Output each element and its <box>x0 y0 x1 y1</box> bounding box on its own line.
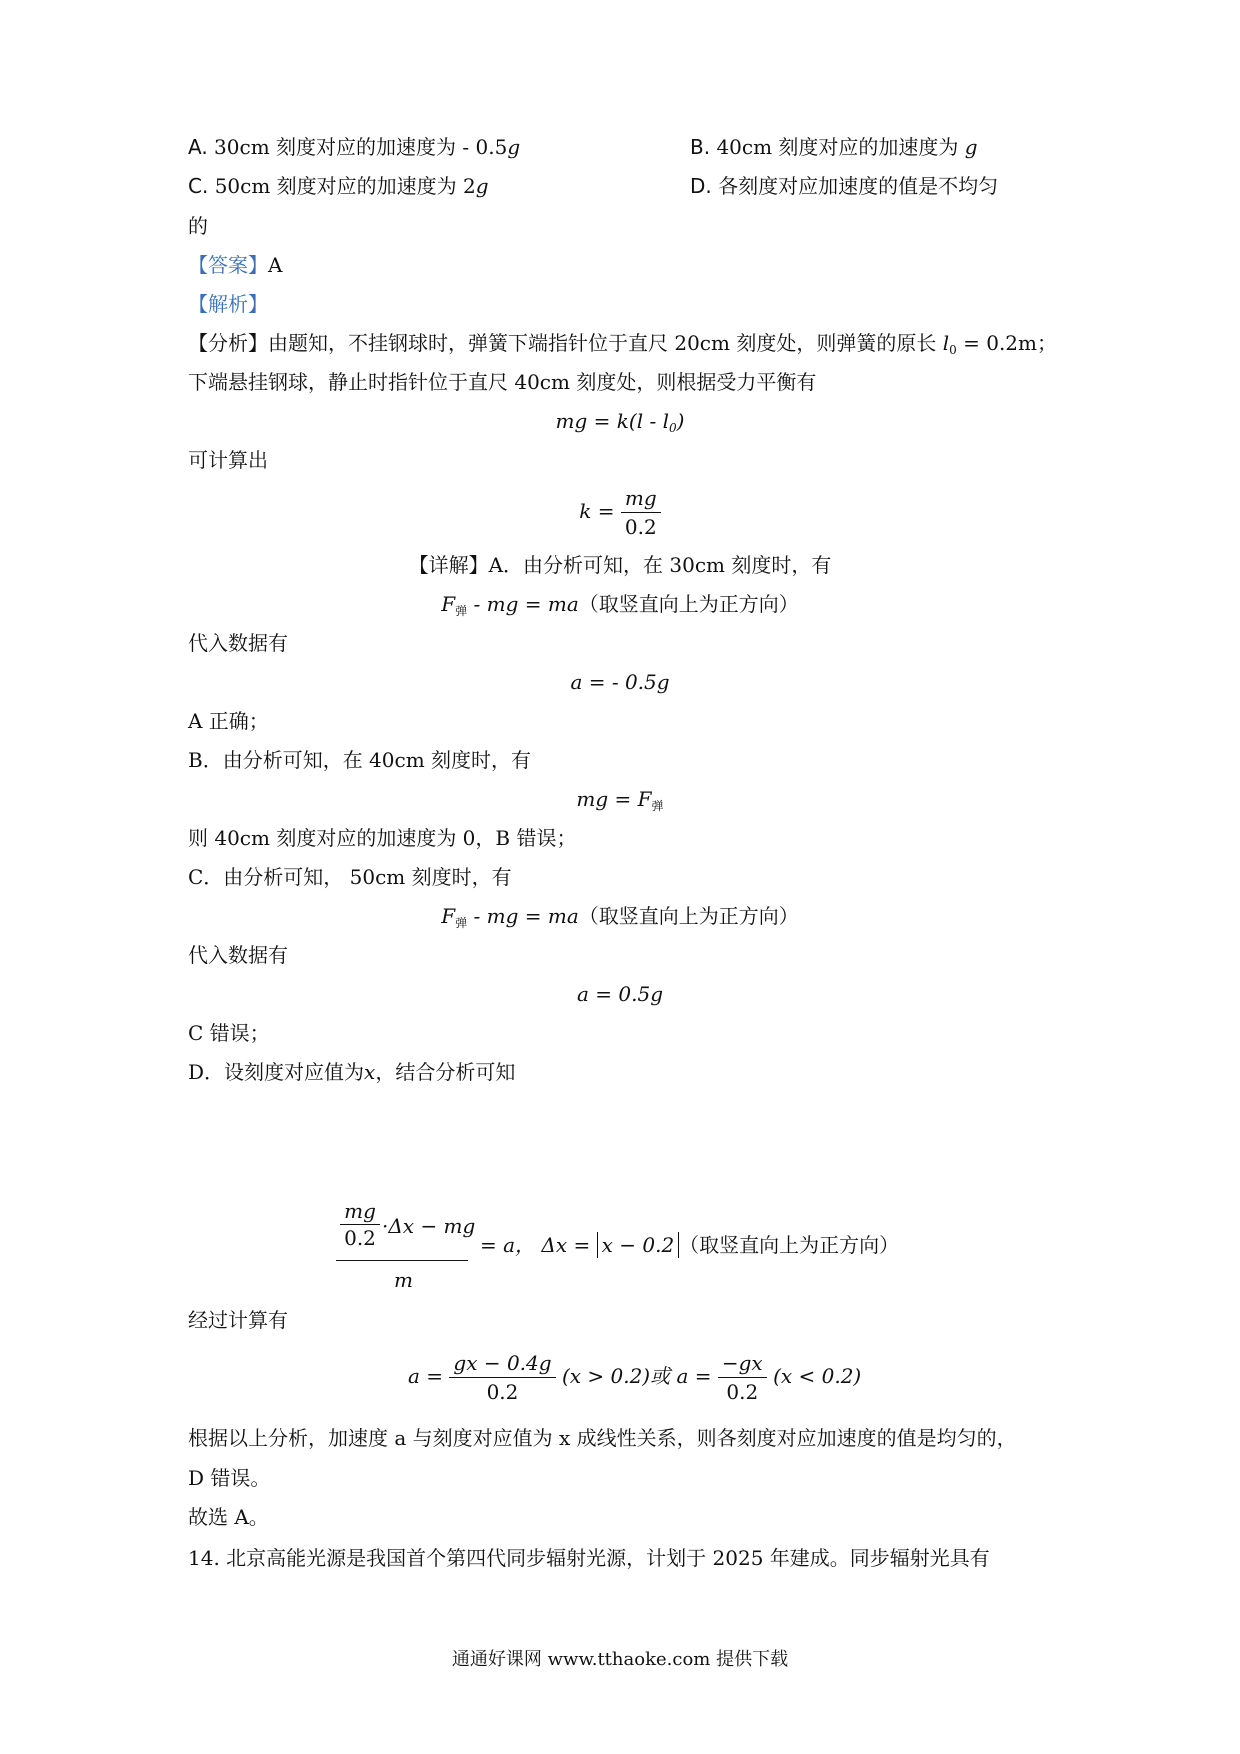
equation-6-rest: - mg = ma <box>467 904 579 928</box>
option-d <box>690 173 998 199</box>
equation-1-end: ) <box>676 409 685 433</box>
equation-8-rest: ·Δx − mg <box>382 1214 476 1238</box>
equation-8-note: （取竖直向上为正方向） <box>679 1233 900 1257</box>
detail-line-2: 代入数据有 <box>188 631 288 655</box>
analysis-text-1: 【分析】由题知，不挂钢球时，弹簧下端指针位于直尺 20cm 刻度处，则弹簧的原长 <box>188 331 937 355</box>
equation-2-numerator: mg <box>621 484 661 513</box>
equation-3-f: F <box>441 592 456 616</box>
option-c-g: g <box>475 174 489 198</box>
equation-8-inner-fraction <box>340 1198 380 1251</box>
detail-line-11: 根据以上分析，加速度 a 与刻度对应值为 x 成线性关系，则各刻度对应加速度的值是均匀的， <box>188 1426 1017 1450</box>
var-l: l <box>942 331 950 355</box>
detail-line-9 <box>188 1059 515 1085</box>
equation-6-sub: 弹 <box>455 916 468 930</box>
equation-8-dx: Δx = <box>541 1233 597 1257</box>
option-a <box>188 134 520 160</box>
var-x: x <box>364 1060 376 1084</box>
equation-8-abs: x − 0.2 <box>597 1232 680 1258</box>
equation-3 <box>0 591 1240 624</box>
detail-line-4: B．由分析可知，在 40cm 刻度时，有 <box>188 748 532 772</box>
answer-label: 【答案】 <box>188 253 268 277</box>
equation-1 <box>0 408 1240 441</box>
equation-8-denominator: m <box>394 1268 413 1292</box>
equation-5-sub: 弹 <box>651 799 664 813</box>
option-d-wrap: 的 <box>188 214 208 238</box>
detail-line-5: 则 40cm 刻度对应的加速度为 0，B 错误； <box>188 826 577 850</box>
detail-line-7: 代入数据有 <box>188 943 288 967</box>
detail-line-6: C．由分析可知， 50cm 刻度时，有 <box>188 865 512 889</box>
equation-9-den-2: 0.2 <box>726 1380 759 1404</box>
analysis-label: 【解析】 <box>188 292 268 316</box>
option-c <box>188 173 489 199</box>
question-14: 14. 北京高能光源是我国首个第四代同步辐射光源，计划于 2025 年建成。同步辐射光具有 <box>188 1546 990 1570</box>
equation-3-sub: 弹 <box>455 604 468 618</box>
equation-2-denominator: 0.2 <box>624 515 657 539</box>
equation-9-fraction-2 <box>718 1349 767 1406</box>
option-a-text: 30cm 刻度对应的加速度为 - 0.5 <box>214 135 508 159</box>
detail-line-3: A 正确； <box>188 709 269 733</box>
option-a-g: g <box>507 135 521 159</box>
equation-9-den-1: 0.2 <box>486 1380 519 1404</box>
option-d-text: 各刻度对应加速度的值是不均匀 <box>718 174 999 198</box>
option-a-letter: A. <box>188 135 208 159</box>
option-b-text: 40cm 刻度对应的加速度为 <box>716 135 959 159</box>
equation-2 <box>0 484 1240 541</box>
option-b-g: g <box>964 135 978 159</box>
equation-4: a = - 0.5g <box>570 670 670 694</box>
detail-line-10: 经过计算有 <box>188 1308 288 1332</box>
analysis-text-1-end: = 0.2m； <box>956 331 1057 355</box>
equation-2-fraction <box>621 484 661 541</box>
equation-1-text: mg = k(l - l <box>555 409 669 433</box>
subscript-0: 0 <box>949 343 957 357</box>
equation-5 <box>0 786 1240 819</box>
equation-8-inner-den: 0.2 <box>344 1226 376 1250</box>
detail-line-9-a: D．设刻度对应值为 <box>188 1060 365 1084</box>
equation-9-fraction-1 <box>449 1349 555 1406</box>
equation-8-bar <box>336 1260 468 1261</box>
page-footer: 通通好课网 www.tthaoke.com 提供下载 <box>451 1649 789 1670</box>
equation-8-rhs <box>480 1232 899 1258</box>
equation-1-sub: 0 <box>668 421 677 435</box>
detail-line-12: D 错误。 <box>188 1466 271 1490</box>
answer-value: A <box>268 253 283 277</box>
equation-9-a: a = <box>408 1364 450 1388</box>
equation-6 <box>0 903 1240 936</box>
equation-9 <box>408 1349 861 1406</box>
equation-6-f: F <box>441 904 456 928</box>
detail-line-8: C 错误； <box>188 1021 270 1045</box>
equation-3-note: （取竖直向上为正方向） <box>578 592 799 616</box>
option-c-letter: C. <box>188 174 209 198</box>
option-b-letter: B. <box>690 135 711 159</box>
answer-line <box>188 252 282 278</box>
detail-line-9-b: ，结合分析可知 <box>375 1060 516 1084</box>
equation-2-lhs: k = <box>579 499 621 523</box>
detail-line-1: 【详解】A．由分析可知，在 30cm 刻度时，有 <box>408 553 832 577</box>
analysis-line-3: 可计算出 <box>188 448 268 472</box>
option-b <box>690 134 978 160</box>
equation-5-text: mg = F <box>576 787 652 811</box>
equation-6-note: （取竖直向上为正方向） <box>578 904 799 928</box>
option-d-letter: D. <box>690 174 712 198</box>
equation-9-num-1: gx − 0.4g <box>449 1349 555 1378</box>
equation-9-mid: (x > 0.2)或 a = <box>561 1364 718 1388</box>
equation-7: a = 0.5g <box>576 982 663 1006</box>
equation-9-num-2: −gx <box>718 1349 767 1378</box>
equation-8-inner-num: mg <box>340 1198 380 1225</box>
detail-line-13: 故选 A。 <box>188 1505 269 1529</box>
analysis-line-2: 下端悬挂钢球，静止时指针位于直尺 40cm 刻度处，则根据受力平衡有 <box>188 370 817 394</box>
equation-8-eq: = a， <box>480 1233 536 1257</box>
analysis-line-1 <box>188 330 1057 363</box>
equation-3-rest: - mg = ma <box>467 592 579 616</box>
equation-9-end: (x < 0.2) <box>773 1364 862 1388</box>
option-c-text: 50cm 刻度对应的加速度为 2 <box>214 174 476 198</box>
